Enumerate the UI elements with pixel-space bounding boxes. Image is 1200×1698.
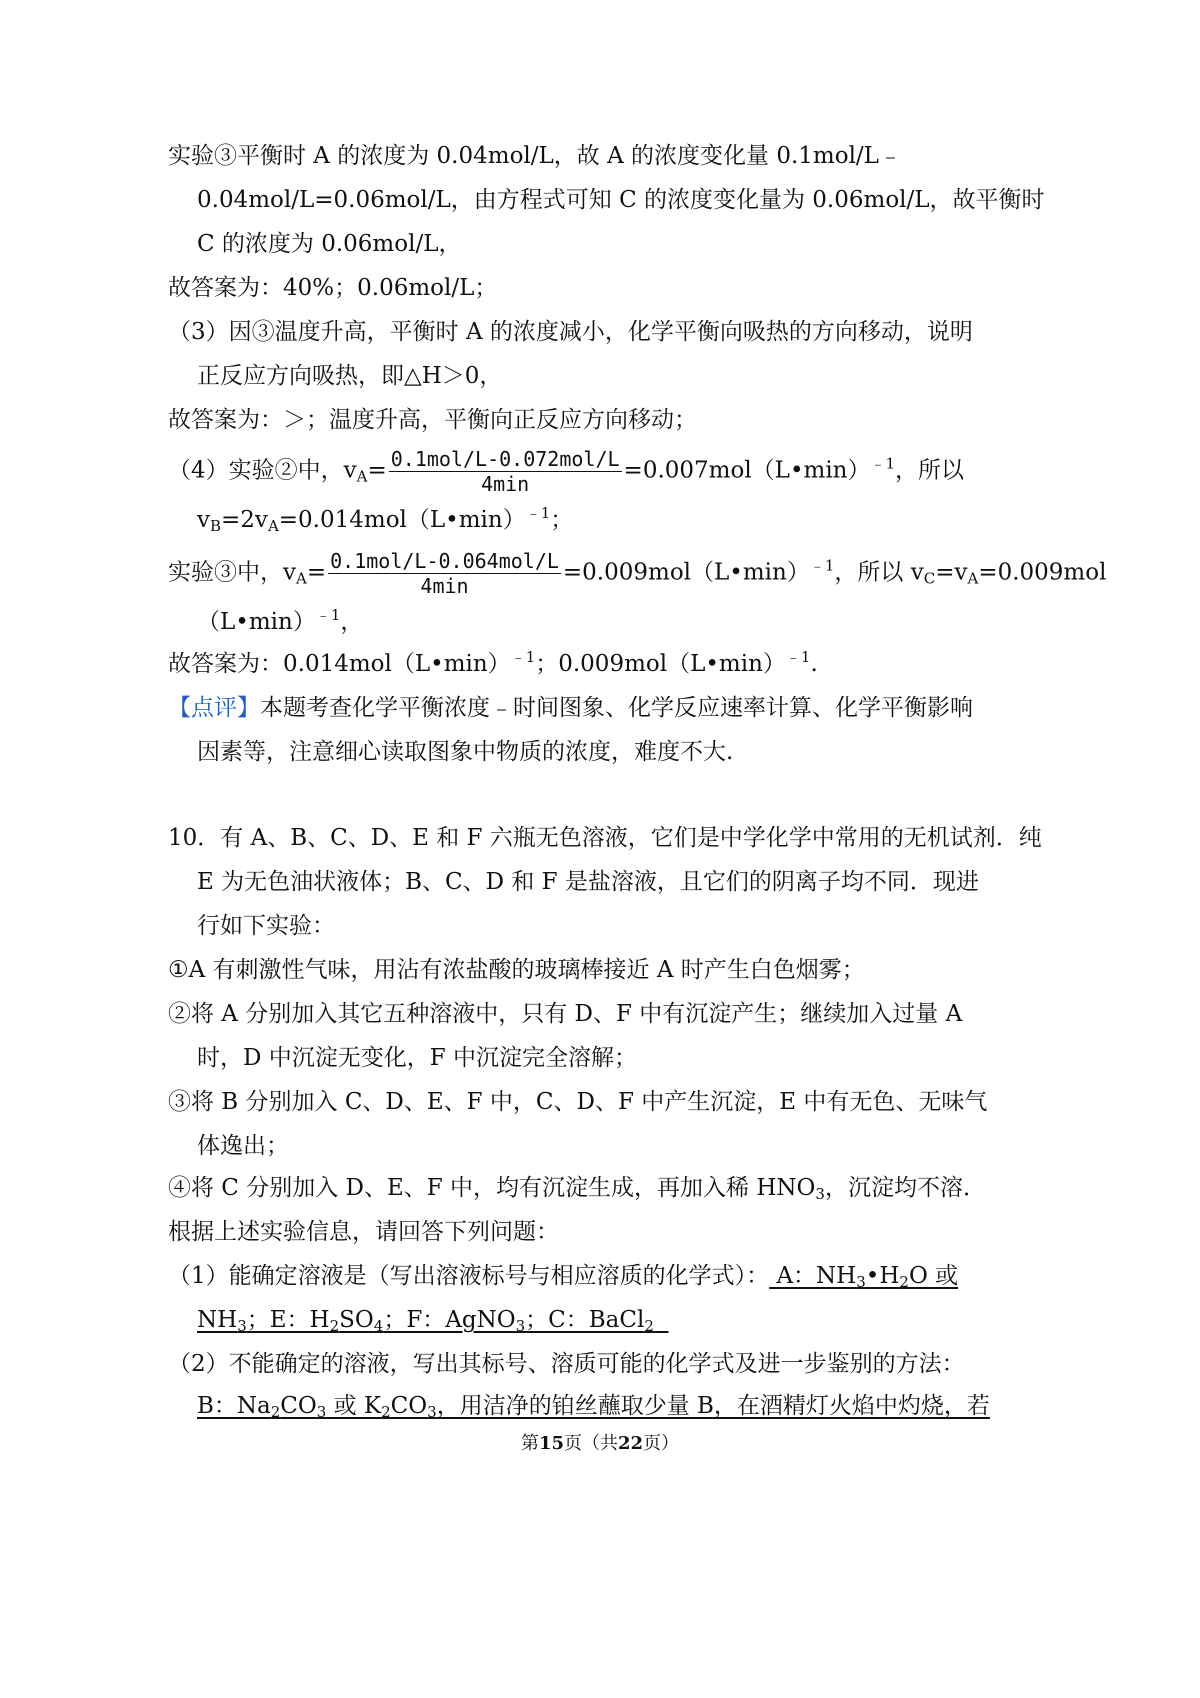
subscript: 2 bbox=[644, 1317, 654, 1335]
question-line bbox=[168, 1086, 987, 1118]
text-span: 故答案为：0.014mol（L•min） bbox=[168, 651, 511, 677]
text-span: O 或 bbox=[908, 1263, 959, 1289]
text-span: （L•min） bbox=[197, 609, 316, 635]
question-line bbox=[168, 954, 865, 986]
text-line bbox=[168, 140, 902, 172]
formula-line bbox=[197, 606, 363, 638]
question-line bbox=[168, 1216, 559, 1248]
question-line bbox=[197, 1130, 289, 1162]
question-line bbox=[197, 866, 979, 898]
question-line bbox=[197, 910, 335, 942]
subscript: 3 bbox=[427, 1403, 437, 1421]
text-span: 行如下实验： bbox=[197, 913, 335, 939]
text-span: =2v bbox=[221, 507, 268, 533]
text-span: C 的浓度为 0.06mol/L， bbox=[197, 231, 462, 257]
subscript: 3 bbox=[237, 1317, 247, 1335]
subscript: B bbox=[210, 517, 222, 535]
superscript: ﹣1 bbox=[510, 648, 536, 666]
fraction bbox=[389, 448, 622, 495]
text-span: ；0.009mol（L•min） bbox=[535, 651, 786, 677]
underlined-answer bbox=[197, 1307, 668, 1333]
text-span: ，所以 bbox=[895, 457, 965, 484]
superscript: ﹣1 bbox=[785, 648, 811, 666]
underlined-answer bbox=[769, 1263, 958, 1289]
subscript: C bbox=[923, 569, 936, 588]
page-total: 22 bbox=[618, 1433, 644, 1454]
text-line bbox=[197, 228, 461, 260]
text-span: ， bbox=[340, 609, 364, 635]
question-line bbox=[168, 1172, 986, 1204]
text-span: （2）不能确定的溶液，写出其标号、溶质可能的化学式及进一步鉴别的方法： bbox=[168, 1351, 965, 1377]
text-span: ，所以 v bbox=[834, 559, 924, 586]
comment-tag: 【点评】 bbox=[168, 695, 260, 721]
subscript: A bbox=[967, 569, 979, 588]
text-span: v bbox=[197, 507, 210, 533]
text-span: =v bbox=[935, 559, 968, 586]
text-span: ，用洁净的铂丝蘸取少量 B，在酒精灯火焰中灼烧，若 bbox=[436, 1393, 990, 1419]
text-span: 10．有 A、B、C、D、E 和 F 六瓶无色溶液，它们是中学化学中常用的无机试剂．纯 bbox=[168, 825, 1042, 851]
text-span: A：NH bbox=[769, 1263, 857, 1289]
text-span: ； bbox=[550, 507, 574, 533]
question-line bbox=[168, 822, 1042, 854]
formula-line bbox=[168, 550, 1106, 597]
subscript: 3 bbox=[316, 1403, 327, 1421]
answer-line bbox=[197, 1304, 668, 1336]
fraction-numerator: 0.1mol/L-0.064mol/L bbox=[330, 549, 559, 573]
text-span: CO bbox=[280, 1393, 317, 1419]
text-span: E 为无色油状液体；B、C、D 和 F 是盐溶液，且它们的阴离子均不同．现进 bbox=[197, 869, 979, 895]
subscript: 4 bbox=[373, 1317, 384, 1335]
text-span: ，沉淀均不溶． bbox=[824, 1175, 986, 1201]
subscript: 2 bbox=[329, 1317, 340, 1335]
text-span: =0.014mol（L•min） bbox=[278, 507, 526, 533]
subscript: 3 bbox=[515, 1317, 526, 1335]
text-span: 时，D 中沉淀无变化，F 中沉淀完全溶解； bbox=[197, 1045, 638, 1071]
superscript: ﹣1 bbox=[809, 556, 835, 575]
text-span: NH bbox=[197, 1307, 238, 1333]
text-span: B：Na bbox=[197, 1393, 271, 1419]
superscript: ﹣1 bbox=[525, 504, 551, 522]
fraction-denominator: 4min bbox=[481, 472, 530, 496]
text-span: 实验③平衡时 A 的浓度为 0.04mol/L，故 A 的浓度变化量 0.1mol/L﹣ bbox=[168, 143, 902, 169]
question-line bbox=[168, 998, 962, 1030]
subscript: 2 bbox=[381, 1403, 391, 1421]
fraction-denominator: 4min bbox=[420, 574, 469, 598]
text-span: （3）因③温度升高，平衡时 A 的浓度减小，化学平衡向吸热的方向移动，说明 bbox=[168, 319, 973, 345]
text-span: =0.009mol（L•min） bbox=[562, 559, 810, 586]
subscript: 2 bbox=[899, 1273, 909, 1291]
comment-line bbox=[197, 736, 733, 768]
fraction-numerator: 0.1mol/L-0.072mol/L bbox=[390, 447, 620, 471]
formula-line bbox=[168, 448, 964, 495]
text-span: =0.009mol bbox=[978, 559, 1107, 586]
subscript: 2 bbox=[270, 1403, 281, 1421]
text-span: =0.007mol（L•min） bbox=[623, 457, 871, 484]
text-line bbox=[197, 184, 1045, 216]
subscript: A bbox=[356, 467, 368, 486]
text-span: ①A 有刺激性气味，用沾有浓盐酸的玻璃棒接近 A 时产生白色烟雾； bbox=[168, 957, 865, 983]
text-span: ；E：H bbox=[246, 1307, 330, 1333]
text-span: 或 K bbox=[326, 1393, 382, 1419]
question-line bbox=[197, 1042, 637, 1074]
subscript: 3 bbox=[856, 1273, 866, 1291]
footer-text: 第 bbox=[520, 1433, 539, 1454]
text-span: . bbox=[810, 651, 818, 677]
text-span: 故答案为：40%；0.06mol/L； bbox=[168, 275, 498, 301]
superscript: ﹣1 bbox=[870, 454, 896, 473]
text-span: 本题考查化学平衡浓度﹣时间图象、化学反应速率计算、化学平衡影响 bbox=[260, 695, 973, 721]
text-span: 正反应方向吸热，即△H＞0， bbox=[197, 363, 503, 389]
underlined-answer bbox=[197, 1393, 990, 1419]
text-span: ③将 B 分别加入 C、D、E、F 中，C、D、F 中产生沉淀，E 中有无色、无味气 bbox=[168, 1089, 988, 1115]
text-span: （4）实验②中，v bbox=[168, 457, 357, 484]
text-span: 因素等，注意细心读取图象中物质的浓度，难度不大. bbox=[197, 739, 734, 765]
text-span: 实验③中，v bbox=[168, 559, 296, 586]
answer-line bbox=[168, 1260, 958, 1292]
answer-line bbox=[168, 648, 818, 680]
text-span: 体逸出； bbox=[197, 1133, 289, 1159]
page-number: 15 bbox=[538, 1433, 564, 1454]
comment-line bbox=[168, 692, 973, 724]
answer-line bbox=[168, 272, 497, 304]
text-line bbox=[168, 316, 973, 348]
text-line bbox=[197, 360, 502, 392]
subscript: A bbox=[267, 517, 279, 535]
subscript: A bbox=[296, 569, 307, 588]
footer-text: 页） bbox=[643, 1433, 680, 1454]
text-span: SO bbox=[339, 1307, 374, 1333]
text-span: ；F：AgNO bbox=[383, 1307, 516, 1333]
answer-line bbox=[197, 1390, 990, 1422]
text-span: CO bbox=[390, 1393, 428, 1419]
footer-text: 页（共 bbox=[564, 1433, 618, 1454]
page-footer bbox=[0, 1432, 1200, 1456]
superscript: ﹣1 bbox=[315, 606, 341, 624]
text-span: 0.04mol/L=0.06mol/L，由方程式可知 C 的浓度变化量为 0.06mol/L，故平衡时 bbox=[197, 187, 1045, 213]
answer-line bbox=[168, 404, 697, 436]
text-span bbox=[654, 1307, 669, 1333]
subscript: 3 bbox=[815, 1185, 825, 1203]
text-span: ②将 A 分别加入其它五种溶液中，只有 D、F 中有沉淀产生；继续加入过量 A bbox=[168, 1001, 963, 1027]
fraction bbox=[328, 550, 561, 597]
text-span: 故答案为：＞；温度升高，平衡向正反应方向移动； bbox=[168, 407, 697, 433]
text-span: 根据上述实验信息，请回答下列问题： bbox=[168, 1219, 559, 1245]
answer-line bbox=[168, 1348, 965, 1380]
text-span: = bbox=[367, 457, 387, 484]
text-span: ④将 C 分别加入 D、E、F 中，均有沉淀生成，再加入稀 HNO bbox=[168, 1175, 816, 1201]
text-span: ；C：BaCl bbox=[525, 1307, 645, 1333]
text-span: （1）能确定溶液是（写出溶液标号与相应溶质的化学式）： bbox=[168, 1263, 770, 1289]
formula-line bbox=[197, 504, 573, 536]
text-span: •H bbox=[865, 1263, 900, 1289]
text-span: = bbox=[306, 559, 327, 586]
